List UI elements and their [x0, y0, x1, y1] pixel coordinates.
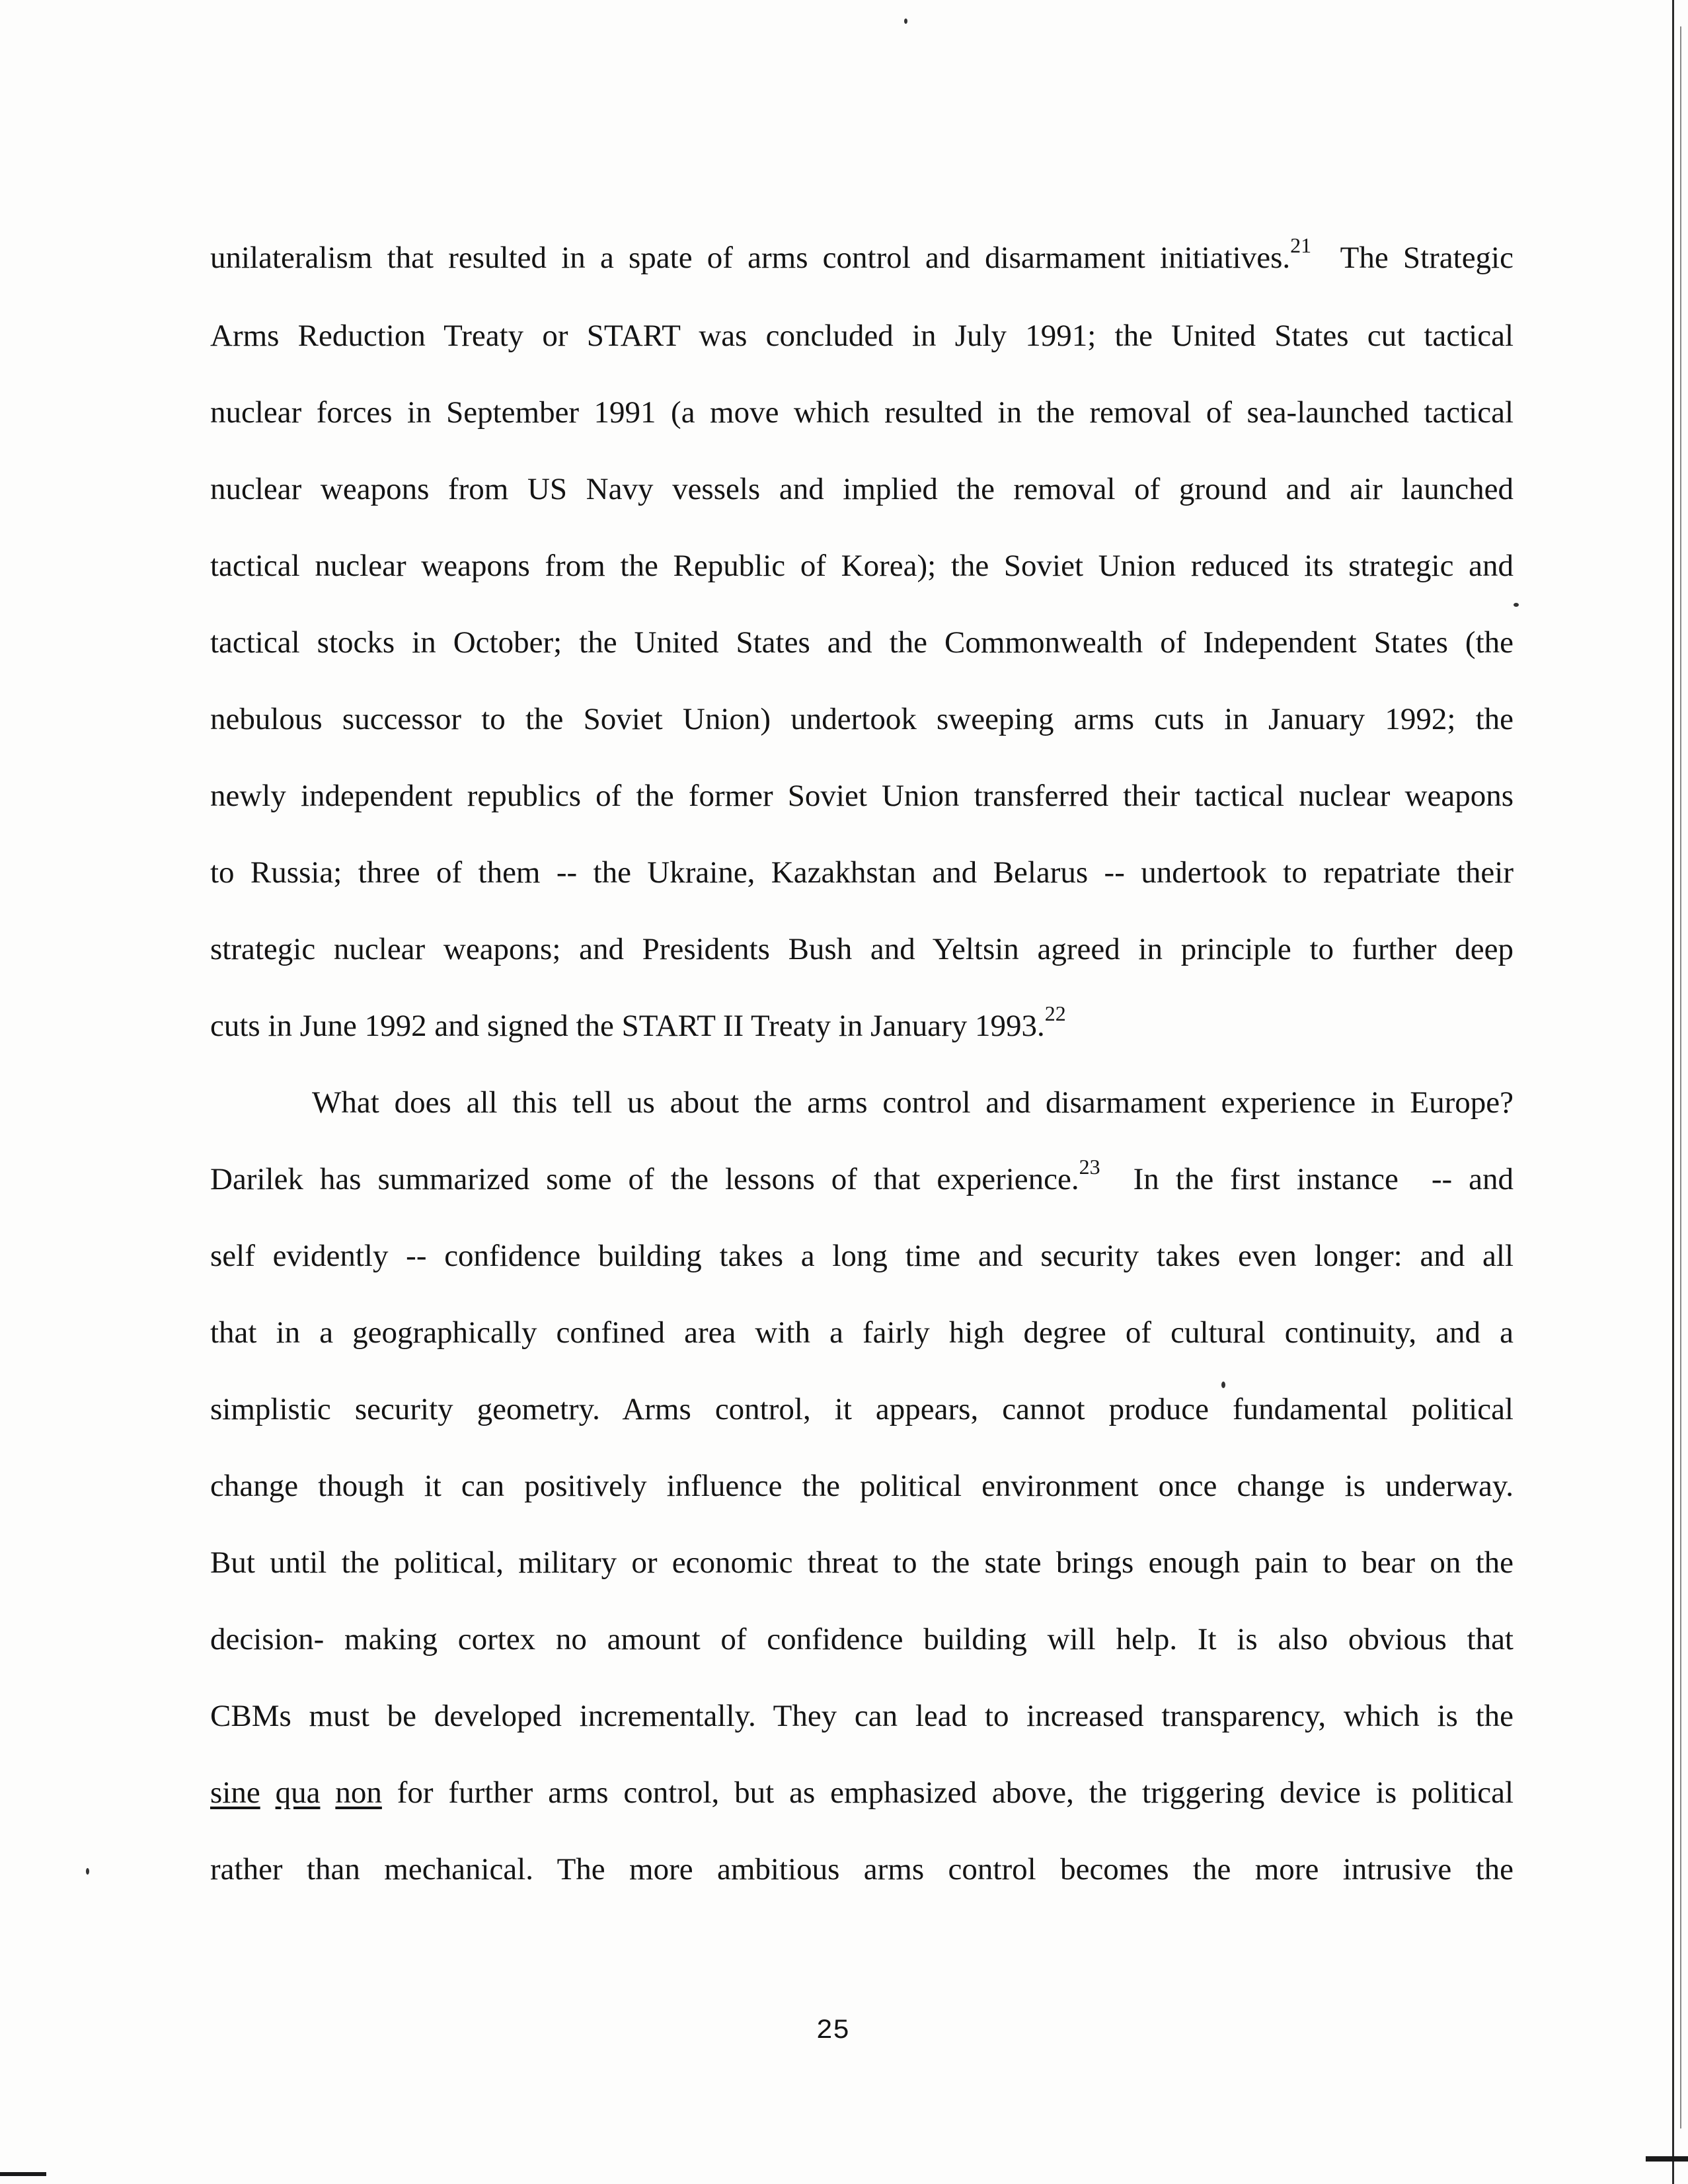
scan-speck — [904, 19, 907, 24]
text-line: rather than mechanical. The more ambitious arms control becomes the more intrusive the — [210, 1852, 1514, 1887]
footnote-ref-21: 21 — [1290, 233, 1312, 258]
footnote-ref-23: 23 — [1079, 1155, 1100, 1179]
text-line: cuts in June 1992 and signed the START II Treaty in January 1993.22 — [210, 1001, 1066, 1043]
scan-edge-line — [1680, 26, 1681, 2128]
paragraph-start-line: What does all this tell us about the arms control and disarmament experience in Europe? — [312, 1085, 1514, 1120]
text-line: nuclear weapons from US Navy vessels and implied the removal of ground and air launched — [210, 472, 1514, 506]
text-line: that in a geographically confined area with a fairly high degree of cultural continuity, and a — [210, 1315, 1514, 1350]
underlined-word: qua — [275, 1775, 321, 1810]
scan-speck — [1221, 1382, 1225, 1388]
text-line: Arms Reduction Treaty or START was concluded in July 1991; the United States cut tactical — [210, 319, 1514, 353]
footnote-ref-22: 22 — [1044, 1001, 1066, 1026]
scan-speck — [86, 1868, 89, 1875]
text-line: Darilek has summarized some of the lessons of that experience.$^{23}$ In the first instance -- and — [210, 1155, 1514, 1196]
text-line: change though it can positively influence the political environment once change is underway. — [210, 1469, 1514, 1503]
text-line: unilateralism that resulted in a spate of arms control and disarmament initiatives.$^{21}$ The Strategic — [210, 233, 1514, 275]
underlined-word: sine — [210, 1775, 260, 1810]
page-number: 25 — [816, 2015, 850, 2047]
scan-edge-mark — [0, 2172, 46, 2176]
text-line: CBMs must be developed incrementally. They can lead to increased transparency, which is the — [210, 1699, 1514, 1733]
text-line: decision- making cortex no amount of confidence building will help. It is also obvious that — [210, 1622, 1514, 1657]
text-line: nuclear forces in September 1991 (a move which resulted in the removal of sea-launched tactical — [210, 395, 1514, 430]
text-line: self evidently -- confidence building takes a long time and security takes even longer: and all — [210, 1239, 1514, 1273]
text-line: nebulous successor to the Soviet Union) undertook sweeping arms cuts in January 1992; the — [210, 702, 1514, 736]
text-line: to Russia; three of them -- the Ukraine, Kazakhstan and Belarus -- undertook to repatriate their — [210, 855, 1514, 890]
scan-speck — [1514, 603, 1519, 607]
text-line: simplistic security geometry. Arms control, it appears, cannot produce fundamental political — [210, 1392, 1514, 1426]
text-line: tactical stocks in October; the United States and the Commonwealth of Independent States (the — [210, 625, 1514, 660]
text-line: tactical nuclear weapons from the Republic of Korea); the Soviet Union reduced its strategic and — [210, 549, 1514, 583]
scan-edge-line — [1672, 0, 1674, 2184]
text-line: strategic nuclear weapons; and Presidents Bush and Yeltsin agreed in principle to further deep — [210, 932, 1514, 966]
text-line: But until the political, military or economic threat to the state brings enough pain to bear on the — [210, 1545, 1514, 1580]
underlined-word: non — [335, 1775, 382, 1810]
scan-edge-mark — [1646, 2156, 1688, 2162]
text-line: sine qua non for further arms control, but as emphasized above, the triggering device is political — [210, 1775, 1514, 1810]
text-line: newly independent republics of the former Soviet Union transferred their tactical nuclear weapons — [210, 779, 1514, 813]
